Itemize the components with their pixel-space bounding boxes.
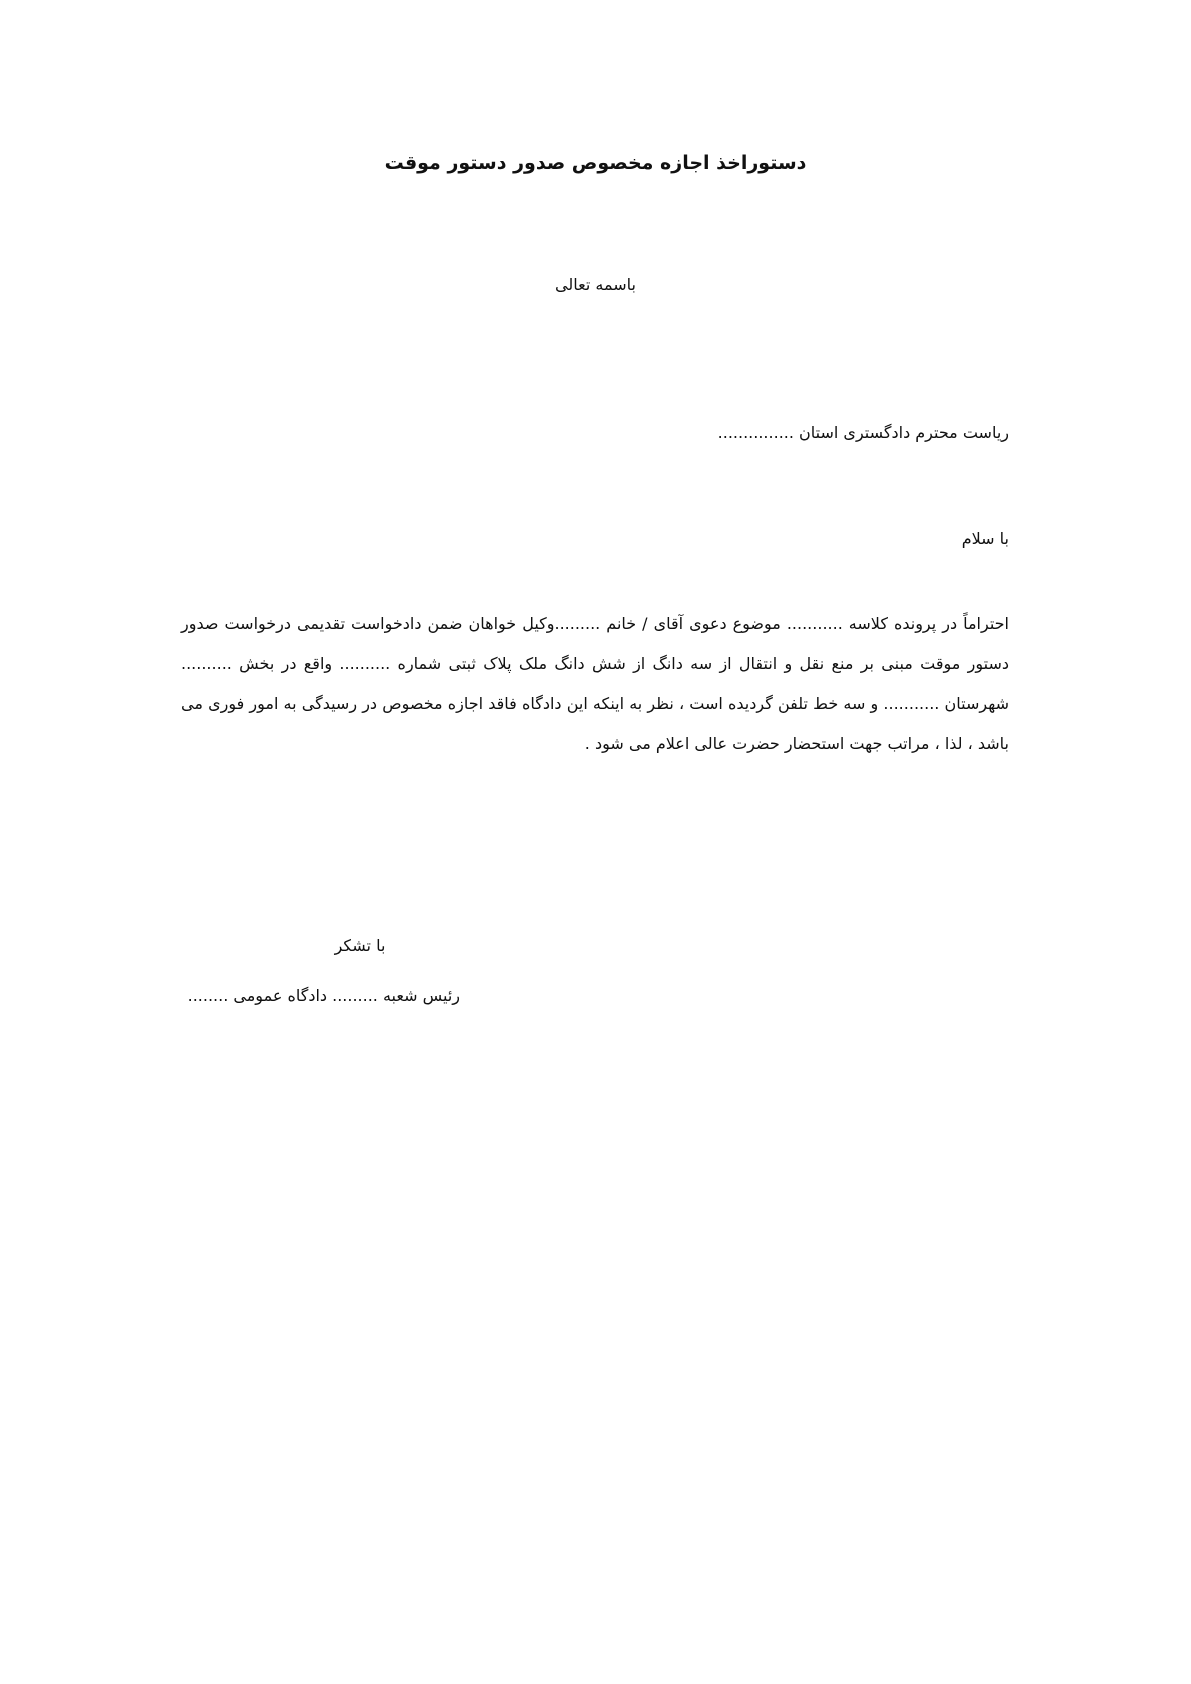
addressee: ریاست محترم دادگستری استان ............... xyxy=(717,423,1009,442)
invocation: باسمه تعالی xyxy=(555,275,636,294)
signatory: رئیس شعبه ......... دادگاه عمومی ........ xyxy=(187,986,460,1005)
greeting: با سلام xyxy=(961,529,1009,548)
body-paragraph: احتراماً در پرونده کلاسه ........... موضوع دعوی آقای / خانم .........وکیل خواهان ضمن دادخواست تقدیمی درخواست صدور دستور موقت مبنی بر منع نقل و انتقال از سه دانگ از شش دانگ ملک پلاک ثبتی شماره .......... واقع در بخش .......... شهرستان ........... و سه خط تلفن گردیده است ، نظر به اینکه این دادگاه فاقد اجازه مخصوص در رسیدگی به امور فوری می باشد ، لذا ، مراتب جهت استحضار حضرت عالی اعلام می شود . xyxy=(181,614,1009,753)
document-title: دستوراخذ اجازه مخصوص صدور دستور موقت xyxy=(384,152,807,174)
closing: با تشکر xyxy=(334,936,386,955)
